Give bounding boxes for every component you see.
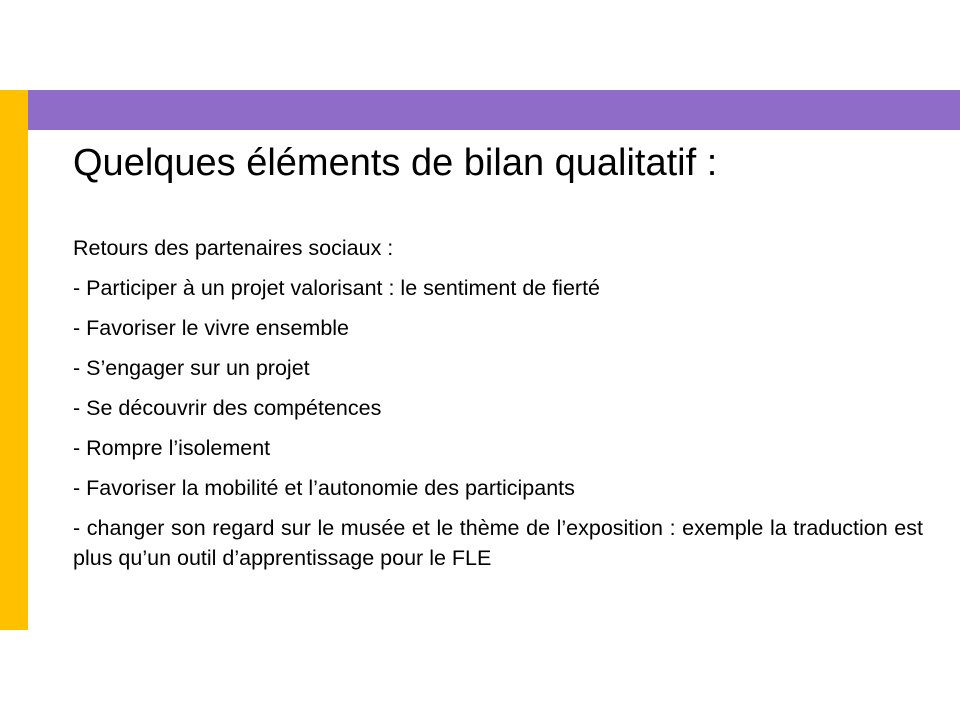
list-item: - Se découvrir des compétences	[73, 396, 382, 420]
list-item: - Participer à un projet valorisant : le sentiment de fierté	[73, 276, 601, 300]
slide-title: Quelques éléments de bilan qualitatif :	[73, 142, 718, 184]
top-accent-band	[28, 90, 960, 130]
slide-body	[73, 228, 923, 573]
bullet-list	[73, 268, 923, 573]
list-item: - Rompre l’isolement	[73, 436, 271, 460]
list-item: - S’engager sur un projet	[73, 356, 310, 380]
left-accent-bar	[0, 90, 28, 630]
list-item: - Favoriser la mobilité et l’autonomie des participants	[73, 476, 575, 500]
list-item: - changer son regard sur le musée et le thème de l’exposition : exemple la traduction est plus qu’un outil d’apprentissage pour le FLE	[73, 516, 923, 570]
intro-text: Retours des partenaires sociaux :	[73, 236, 394, 260]
list-item: - Favoriser le vivre ensemble	[73, 316, 350, 340]
